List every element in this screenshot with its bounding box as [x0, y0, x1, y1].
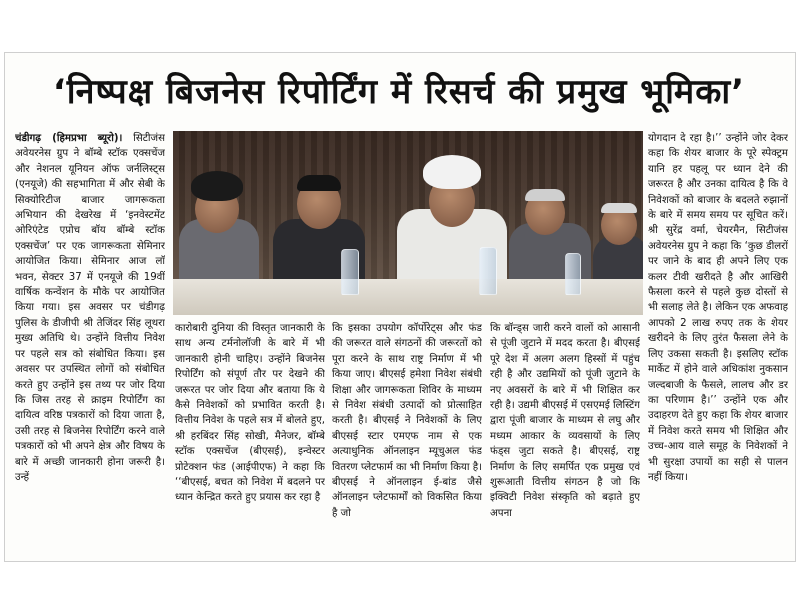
water-bottle: [341, 249, 359, 295]
column-4-text: कि बॉन्ड्स जारी करने वालों को आसानी से पूंजी जुटाने में मदद करता है। बीएसई पूरे देश में अलग अलग हिस्सों में पहुंच रही है और उद्यमियों को पूंजी जुटाने के नए अवसरों के बारे में भी शिक्षित कर रही है। उद्यमी बीएसई में एसएमई लिस्टिंग द्वारा पूंजी बाजार के माध्यम से लघु और मध्यम आकार के व्यवसायों के लिए फंड्स जुटा सकते है। बीएसई, राष्ट्र निर्माण के लिए समर्पित एक प्रमुख एवं शुरूआती वित्तीय संगठन है जो कि इक्विटी निवेश संस्कृति को बढ़ाते हुए अपना: [490, 323, 640, 519]
seminar-photo: [173, 131, 643, 315]
column-2-text: कारोबारी दुनिया की विस्तृत जानकारी के साथ अन्य टर्मनोलॉजी के बारे में भी जानकारी होनी चाहिए। उन्होंने बिजनेस रिपोर्टिंग को संपूर्ण तौर पर देखने की जरूरत पर जोर दिया और बताया कि ये कैसे निवेशकों को प्रभावित करती है। वित्तीय निवेश के पहले सत्र में बोलते हुए, श्री हरबिंदर सिंह सोखी, मैनेजर, बॉम्बे स्टॉक एक्सचेंज (बीएसई), इन्वेस्टर प्रोटेक्शन फंड (आईपीएफ) ने कहा कि ‘‘बीएसई, बचत को निवेश में बदलने पर ध्यान केन्द्रित करते हुए प्रयास कर रहा है: [175, 323, 325, 504]
article-column-2: [175, 321, 325, 561]
article-column-1: [15, 131, 165, 551]
column-1-text: सिटीजंस अवेयरनेस ग्रुप ने बॉम्बे स्टॉक एक्सचेंज और नेशनल यूनियन ऑफ जर्नलिस्ट्स (एनयूजे) की सहभागिता में और सेबी के सिक्योरिटीज बाजार जागरूकता अभियान की देखरेख में ‘इनवेस्टमेंट ओरिएंटेड एप्रोच बॉय बॉम्बे स्टॉक एक्सचेंज’ पर एक जागरूकता सेमिनार आयोजित किया। सेमिनार आज लॉ भवन, सेक्टर 37 में एनयूजे की 19वीं वार्षिक कन्वेंशन के मौके पर आयोजित किया गया। इस अवसर पर चंडीगढ़ पुलिस के डीजीपी श्री तेजिंदर सिंह लूथरा मुख्य अतिथि थे। उन्होंने वित्तीय निवेश पर पहले सत्र को संबोधित किया। इस अवसर पर उपस्थित लोगों को संबोधित करते हुए उन्होंने इस तथ्य पर जोर दिया कि जिस तरह से क्राइम रिपोर्टिंग का दायित्व वरिष्ठ पत्रकारों को दिया जाता है, उसी तरह से बिजनेस रिपोर्टिंग करने वाले पत्रकारों को भी अपने क्षेत्र और विषय के बारे में अच्छी जानकारी होना जरूरी है। उन्हें: [15, 133, 165, 483]
newspaper-clipping: [4, 52, 796, 562]
article-column-4: [490, 321, 640, 561]
water-bottle: [479, 247, 497, 295]
article-column-5: [648, 131, 788, 551]
dateline: चंडीगढ़ (हिमप्रभा ब्यूरो)।: [15, 133, 123, 144]
article-column-3: [332, 321, 482, 561]
headline: ‘निष्पक्ष बिजनेस रिपोर्टिंग में रिसर्च की प्रमुख भूमिका’: [52, 72, 746, 112]
column-3-text: कि इसका उपयोग कॉर्पोरेट्स और फंड की जरूरत वाले संगठनों की जरूरतों को पूरा करने के साथ राष्ट्र निर्माण में भी किया जाए। बीएसई हमेशा निवेश संबंधी शिक्षा और जागरूकता शिविर के माध्यम से निवेश संबंधी उत्पादों को प्रोत्साहित करती है। बीएसई ने निवेशकों के लिए बीएसई स्टार एमएफ नाम से एक अत्याधुनिक ऑनलाइन म्यूचुअल फंड वितरण प्लेटफार्म का भी निर्माण किया है। बीएसई ने ऑनलाइन ई-बांड जैसे ऑनलाइन प्लेटफार्मों को विकसित किया है जो: [332, 323, 482, 519]
water-bottle: [565, 253, 581, 295]
column-5-text: योगदान दे रहा है।’’ उन्होंने जोर देकर कहा कि शेयर बाजार के पूरे स्पेक्ट्रम यानि हर पहलू पर ध्यान देने की जरूरत है और उनका दायित्व है कि वे निवेशकों को बाजार के बदलते रुझानों के बारे में समय समय पर सूचित करें। श्री सुरेंद्र वर्मा, चेयरमैन, सिटीजंस अवेयरनेस ग्रुप ने कहा कि ‘कुछ डीलरों पर जाने के बाद ही अपने लिए एक कलर टीवी खरीदते है और आखिरी फैसला करने से पहले कुछ दोस्तों से भी सलाह लेते है। लेकिन एक अफवाह आपको 2 लाख रुपए तक के शेयर खरीदने के लिए तुरंत फैसला लेने के लिए उकसा सकती है। इसलिए स्टॉक मार्केट में होने वाले अधिकांश नुकसान जल्दबाजी के फैसले, लालच और डर का परिणाम है।’’ उन्होंने एक और उदाहरण देते हुए कहा कि शेयर बाजार में निवेश करते समय भी शिक्षित और उच्च-आय वाले समूह के निवेशकों ने भी सुरक्षा उपायों का सही से पालन नहीं किया।: [648, 133, 788, 483]
